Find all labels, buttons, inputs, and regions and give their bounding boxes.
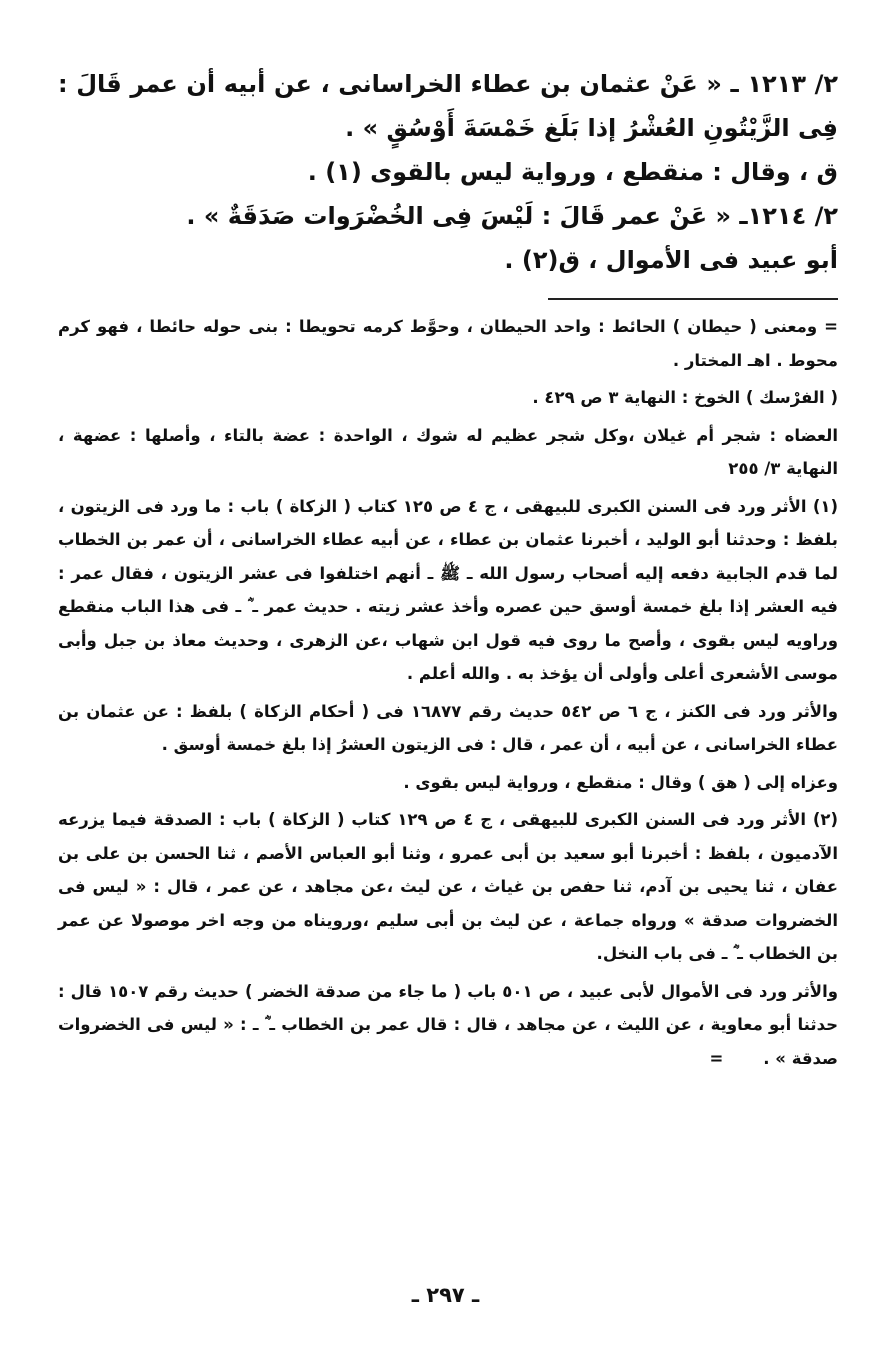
gloss-firsik: ( الفرْسك ) الخوخ : النهاية ٣ ص ٤٢٩ . xyxy=(532,388,838,407)
footnote-2-paragraph-2 xyxy=(58,975,838,1076)
gloss-idah: العضاه : شجر أم غيلان ،وكل شجر عظيم له شوك ، الواحدة : عضة بالتاء ، وأصلها : عضهة ، النهاية ٣/ ٢٥٥ xyxy=(58,425,838,478)
footnote-1-paragraph-2: والأثر ورد فى الكنز ، ج ٦ ص ٥٤٢ حديث رقم ١٦٨٧٧ فى ( أحكام الزكاة ) بلفظ : عن عثمان بن عطاء الخراسانى ، عن أبيه ، أن عمر ، قال : فى الزيتون العشرُ إذا بلغ خمسة أوسق . xyxy=(58,701,839,754)
footnote-separator xyxy=(548,298,838,300)
page-body xyxy=(58,62,838,1079)
hadith-1214: ٢/ ١٢١٤ـ « عَنْ عمر قَالَ : لَيْسَ فِى الخُضْرَوات صَدَقَةٌ » . xyxy=(186,202,838,230)
footnotes xyxy=(58,310,838,1075)
footnote-1-paragraph-1: (١) الأثر ورد فى السنن الكبرى للبيهقى ، ج ٤ ص ١٢٥ كتاب ( الزكاة ) باب : ما ورد فى الزيتون ، بلفظ : وحدثنا أبو الوليد ، أخبرنا عثمان بن عطاء ، عن أبيه عطاء الخراسانى ، أن عمر بن الخطاب لما قدم الجابية دفعه إليه أصحاب رسول الله ـ ﷺ ـ أنهم اختلفوا فى عشر الزيتون ، فقال عمر : فيه العشر إذا بلغ خمسة أوسق حين عصره وأخذ عشر زيته . حديث عمر ـ ؓ ـ فى هذا الباب منقطع وراويه ليس بقوى ، وأصح ما روى فيه قول ابن شهاب ،عن الزهرى ، وحديث معاذ بن جبل وأبى موسى الأشعرى أعلى وأولى أن يؤخذ به . والله أعلم . xyxy=(58,496,838,683)
continuation-mark: = xyxy=(709,1048,724,1068)
takhrij-1213: ق ، وقال : منقطع ، ورواية ليس بالقوى (١) . xyxy=(307,158,838,186)
page-number: ـ ٢٩٧ ـ xyxy=(411,1283,480,1307)
footnote-2-paragraph-2-text: والأثر ورد فى الأموال لأبى عبيد ، ص ٥٠١ باب ( ما جاء من صدقة الخضر ) حديث رقم ١٥٠٧ قال : حدثنا أبو معاوية ، عن الليث ، عن مجاهد ، قال : قال عمر بن الخطاب ـ ؓ ـ : « ليس فى الخضروات صدقة » . xyxy=(58,981,838,1068)
gloss-hitan: = ومعنى ( حيطان ) الحائط : واحد الحيطان ، وحوَّط كرمه تحويطا : بنى حوله حائطا ، فهو كرم محوط . اهـ المختار . xyxy=(58,317,838,370)
footnote-2-paragraph-1: (٢) الأثر ورد فى السنن الكبرى للبيهقى ، ج ٤ ص ١٢٩ كتاب ( الزكاة ) باب : الصدقة فيما يزرعه الآدميون ، بلفظ : أخبرنا أبو سعيد بن أبى عمرو ، وثنا أبو العباس الأصم ، ثنا الحسن بن على بن عفان ، ثنا يحيى بن آدم، ثنا حفص بن غياث ، عن ليث ،عن مجاهد ، عن عمر ، قال : « ليس فى الخضروات صدقة » ورواه جماعة ، عن ليث بن أبى سليم ،ورويناه من وجه اخر موصولا عن عمر بن الخطاب ـ ؓ ـ فى باب النخل. xyxy=(58,810,839,963)
footnote-1-paragraph-3: وعزاه إلى ( هق ) وقال : منقطع ، ورواية ليس بقوى . xyxy=(403,772,838,792)
main-text xyxy=(58,62,838,282)
hadith-1213: ٢/ ١٢١٣ ـ « عَنْ عثمان بن عطاء الخراسانى ، عن أبيه أن عمر قَالَ : فِى الزَّيْتُونِ العُشْرُ إذا بَلَغ خَمْسَةَ أَوْسُقٍ » . xyxy=(58,70,839,142)
takhrij-1214: أبو عبيد فى الأموال ، ق(٢) . xyxy=(504,246,838,274)
